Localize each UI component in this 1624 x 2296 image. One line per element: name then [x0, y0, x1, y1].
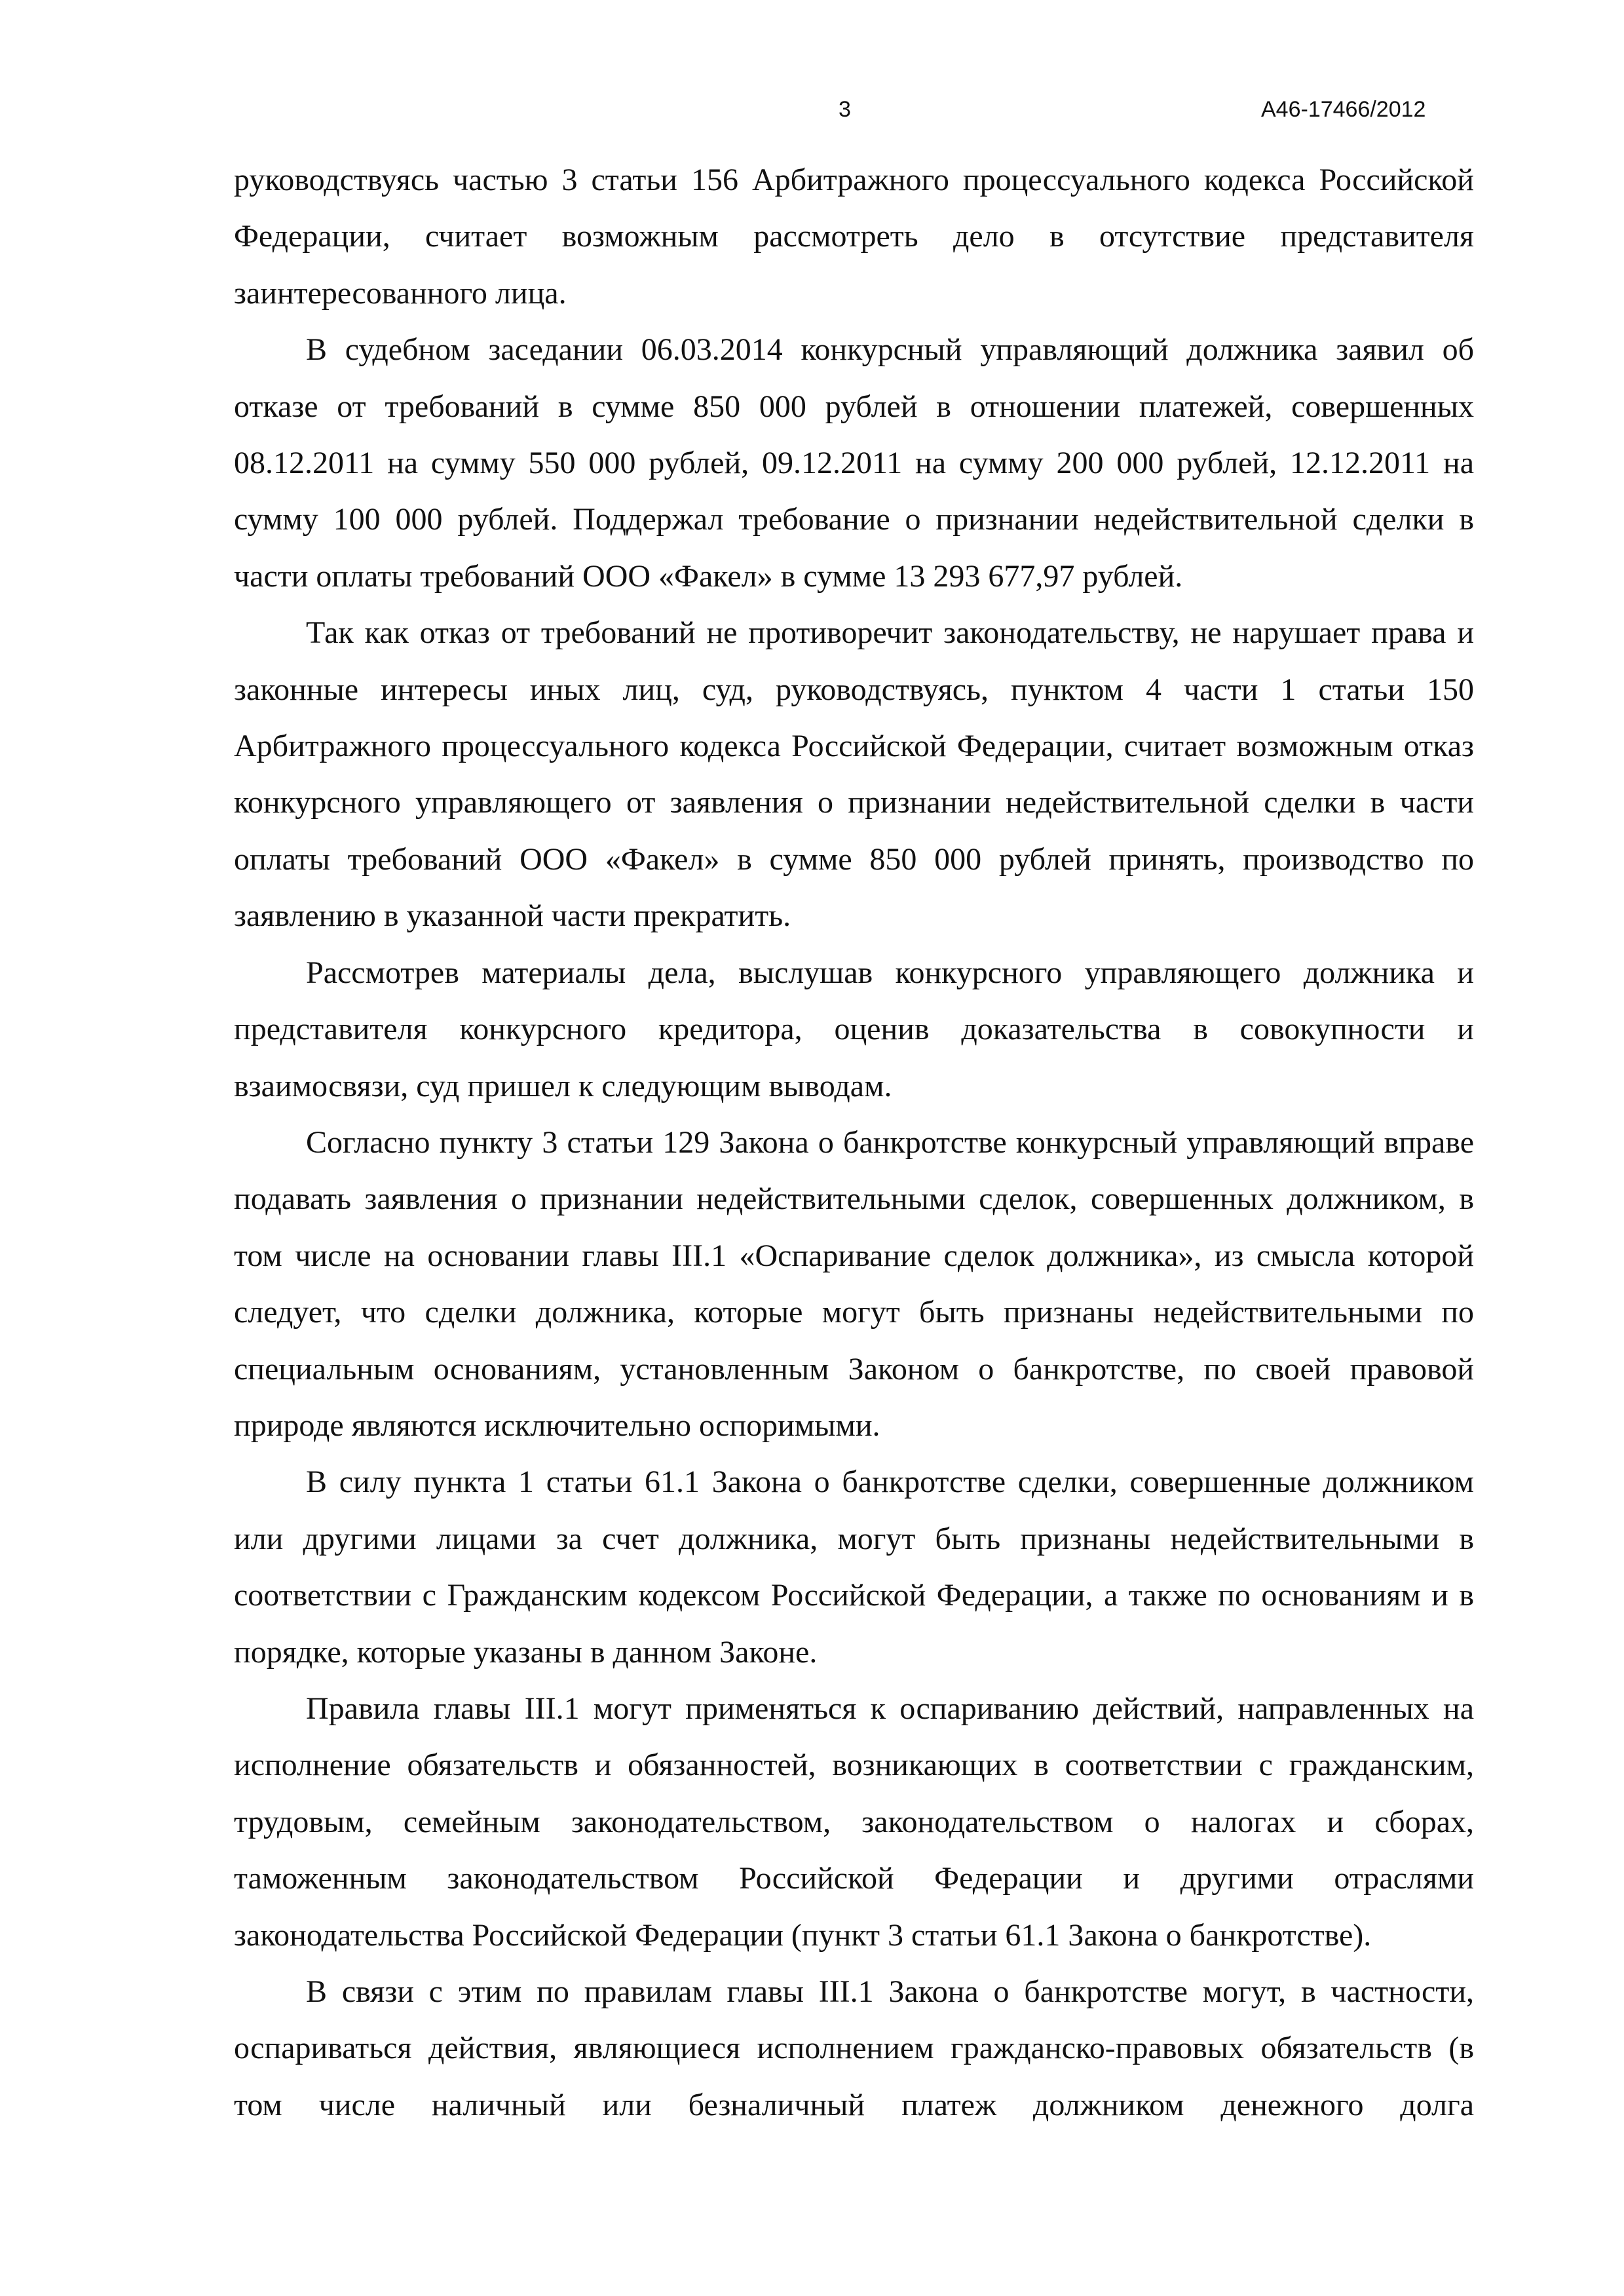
case-number: А46-17466/2012 [1261, 97, 1426, 122]
paragraph-hearing: В судебном заседании 06.03.2014 конкурсный управляющий должника заявил об отказе от требований в сумме 850 000 рублей в отношении платежей, совершенных 08.12.2011 на сумму 550 000 рублей, 09.12.2011 на сумму 200 000 рублей, 12.12.2011 на сумму 100 000 рублей. Поддержал требование о признании недействительной сделки в части оплаты требований ООО «Факел» в сумме 13 293 677,97 рублей. [234, 332, 1474, 594]
paragraph-article-129: Согласно пункту 3 статьи 129 Закона о банкротстве конкурсный управляющий вправе подавать заявления о признании недействительными сделок, совершенных должником, в том числе на основании главы III.1 «Оспаривание сделок должника», из смысла которой следует, что сделки должника, которые могут быть признаны недействительными по специальным основаниям, установленным Законом о банкротстве, по своей правовой природе являются исключительно оспоримыми. [234, 1124, 1474, 1443]
paragraph-refusal: Так как отказ от требований не противоречит законодательству, не нарушает права и законные интересы иных лиц, суд, руководствуясь, пунктом 4 части 1 статьи 150 Арбитражного процессуального кодекса Российской Федерации, считает возможным отказ конкурсного управляющего от заявления о признании недействительной сделки в части оплаты требований ООО «Факел» в сумме 850 000 рублей принять, производство по заявлению в указанной части прекратить. [234, 615, 1474, 934]
page-number: 3 [839, 97, 851, 122]
document-body [234, 152, 1474, 2133]
paragraph-disputing: В связи с этим по правилам главы III.1 Закона о банкротстве могут, в частности, оспариваться действия, являющиеся исполнением гражданско-правовых обязательств (в том числе наличный или безналичный платеж должником денежного долга [234, 1974, 1474, 2122]
paragraph-article-61-1: В силу пункта 1 статьи 61.1 Закона о банкротстве сделки, совершенные должником или другими лицами за счет должника, могут быть признаны недействительными в соответствии с Гражданским кодексом Российской Федерации, а также по основаниям и в порядке, которые указаны в данном Законе. [234, 1464, 1474, 1670]
paragraph-chapter-rules: Правила главы III.1 могут применяться к оспариванию действий, направленных на исполнение обязательств и обязанностей, возникающих в соответствии с гражданским, трудовым, семейным законодательством, законодательством о налогах и сборах, таможенным законодательством Российской Федерации и другими отраслями законодательства Российской Федерации (пункт 3 статьи 61.1 Закона о банкротстве). [234, 1691, 1474, 1953]
paragraph-review: Рассмотрев материалы дела, выслушав конкурсного управляющего должника и представителя конкурсного кредитора, оценив доказательства в совокупности и взаимосвязи, суд пришел к следующим выводам. [234, 955, 1474, 1103]
paragraph-continuation: руководствуясь частью 3 статьи 156 Арбитражного процессуального кодекса Российской Федерации, считает возможным рассмотреть дело в отсутствие представителя заинтересованного лица. [234, 163, 1474, 311]
